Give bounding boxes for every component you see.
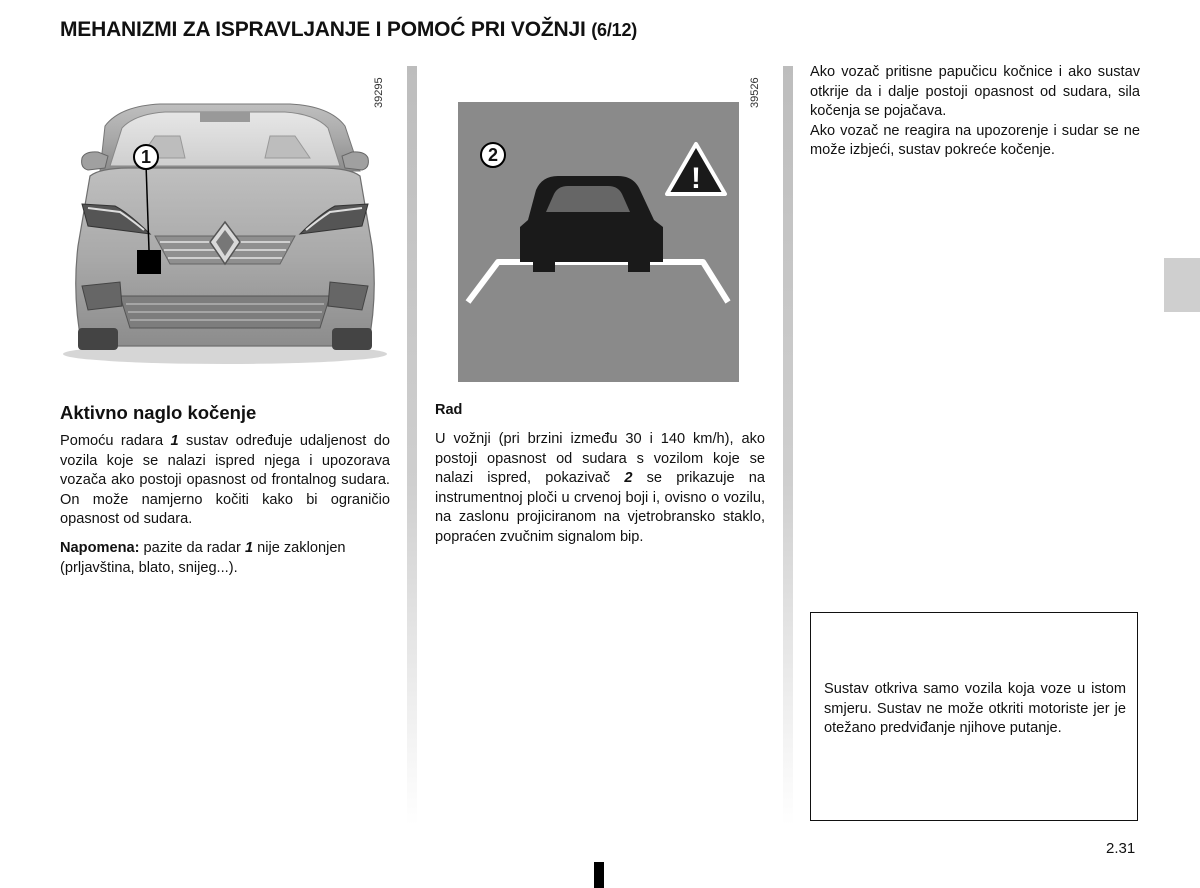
warning-triangle-icon (663, 140, 729, 198)
car-front-illustration (60, 96, 390, 366)
middle-column-text (435, 430, 765, 557)
bottom-crop-mark (594, 862, 604, 888)
paragraph-note: Napomena: pazite da radar 1 nije zaklonjen (prljavština, blato, snijeg...). (60, 539, 346, 576)
page-title-main: MEHANIZMI ZA ISPRAVLJANJE I POMOĆ PRI VOŽNJI (60, 18, 586, 41)
section-heading-active-braking: Aktivno naglo kočenje (60, 402, 257, 423)
chapter-tab (1164, 258, 1200, 312)
column-divider-left (407, 66, 417, 826)
figure-middle-ref-code: 39526 (749, 77, 761, 108)
section-heading-operation: Rad (435, 402, 463, 418)
paragraph-brake-assist: Ako vozač pritisne papučicu kočnice i ako sustav otkrije da i dalje postoji opasnost od sudara, sila kočenja se pojačava. (810, 64, 1140, 120)
note-box-text: Sustav otkriva samo vozila koja voze u istom smjeru. Sustav ne može otkriti motoriste jer je otežano predviđanje njihove putanje. (824, 681, 1126, 737)
radar-callout-1: 1 (133, 144, 159, 170)
left-column-text (60, 432, 390, 587)
page-title (60, 18, 637, 42)
collision-warning-figure (458, 102, 739, 382)
paragraph-auto-braking: Ako vozač ne reagira na upozorenje i sudar se ne može izbjeći, sustav pokreće kočenje. (810, 122, 1140, 159)
page-title-suffix: (6/12) (591, 20, 638, 40)
column-divider-right (783, 66, 793, 826)
page-number: 2.31 (1106, 840, 1136, 857)
paragraph-radar-description: Pomoću radara 1 sustav određuje udaljenost do vozila koje se nalazi ispred njega i upozorava vozača ako postoji opasnost od frontalnog sudara. On može namjerno kočiti kako bi ograničio opasnost od sudara. (60, 433, 390, 528)
warning-symbol: ! (691, 162, 701, 195)
right-column-text (810, 63, 1140, 161)
paragraph-operation: U vožnji (pri brzini između 30 i 140 km/h), ako postoji opasnost od sudara s vozilom koje se nalazi ispred, pokazivač 2 se prikazuje na instrumentnoj ploči u crvenoj boji i, ovisno o vozilu, na zaslonu projiciranom na vjetrobransko staklo, popraćen zvučnim signalom bip. (435, 431, 765, 545)
figure-left-ref-code: 39295 (373, 77, 385, 108)
radar-sensor (137, 250, 161, 274)
indicator-callout-2: 2 (480, 142, 506, 168)
car-front-figure (60, 96, 390, 366)
